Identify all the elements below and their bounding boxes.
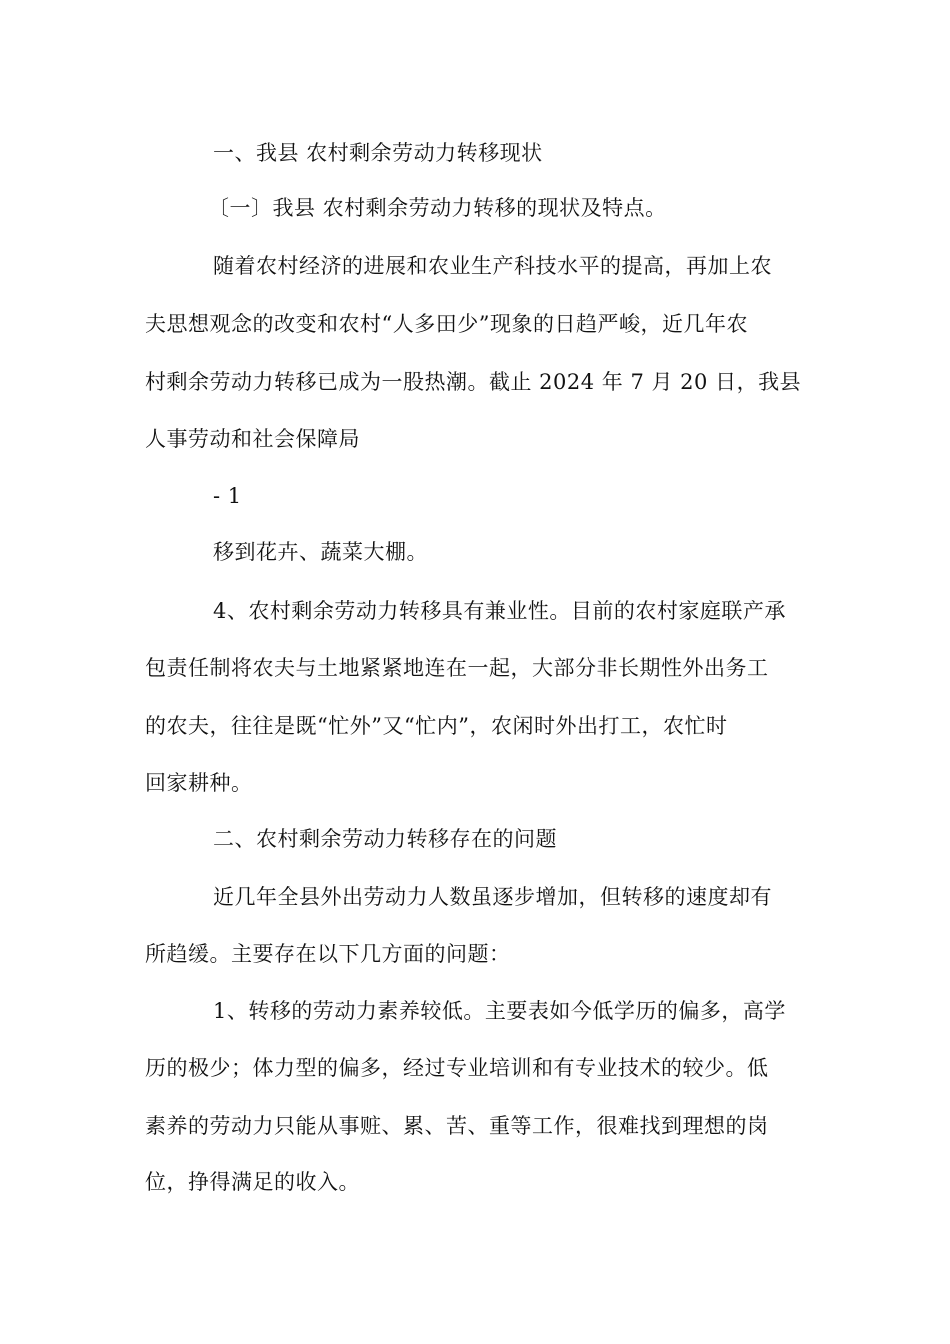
paragraph-line: 的农夫，往往是既“忙外”又“忙内”，农闲时外出打工，农忙时 [145,714,728,738]
paragraph-line: 村剩余劳动力转移已成为一股热潮。截止 2024 年 7 月 20 日，我县 [145,370,802,394]
paragraph-line: 人事劳动和社会保障局 [145,427,360,451]
subsection-heading-1: 〔一〕我县 农村剩余劳动力转移的现状及特点。 [208,196,667,220]
paragraph-line: 素养的劳动力只能从事赃、累、苦、重等工作，很难找到理想的岗 [145,1114,769,1138]
page-number: - 1 [213,484,242,508]
paragraph-line: 1、转移的劳动力素养较低。主要表如今低学历的偏多，高学 [213,999,786,1023]
paragraph-line: 随着农村经济的进展和农业生产科技水平的提高，再加上农 [213,254,772,278]
paragraph-line: 近几年全县外出劳动力人数虽逐步增加，但转移的速度却有 [213,885,772,909]
paragraph-line: 夫思想观念的改变和农村“人多田少”现象的日趋严峻，近几年农 [145,312,748,336]
paragraph-line: 位，挣得满足的收入。 [145,1170,360,1194]
paragraph-line: 包责任制将农夫与土地紧紧地连在一起，大部分非长期性外出务工 [145,656,769,680]
paragraph-line: 历的极少；体力型的偏多，经过专业培训和有专业技术的较少。低 [145,1056,769,1080]
paragraph-line: 移到花卉、蔬菜大棚。 [213,540,428,564]
paragraph-line: 回家耕种。 [145,771,253,795]
paragraph-line: 所趋缓。主要存在以下几方面的问题： [145,942,511,966]
section-heading-1: 一、我县 农村剩余劳动力转移现状 [213,141,543,165]
paragraph-line: 4、农村剩余劳动力转移具有兼业性。目前的农村家庭联产承 [213,599,786,623]
section-heading-2: 二、农村剩余劳动力转移存在的问题 [213,827,557,851]
